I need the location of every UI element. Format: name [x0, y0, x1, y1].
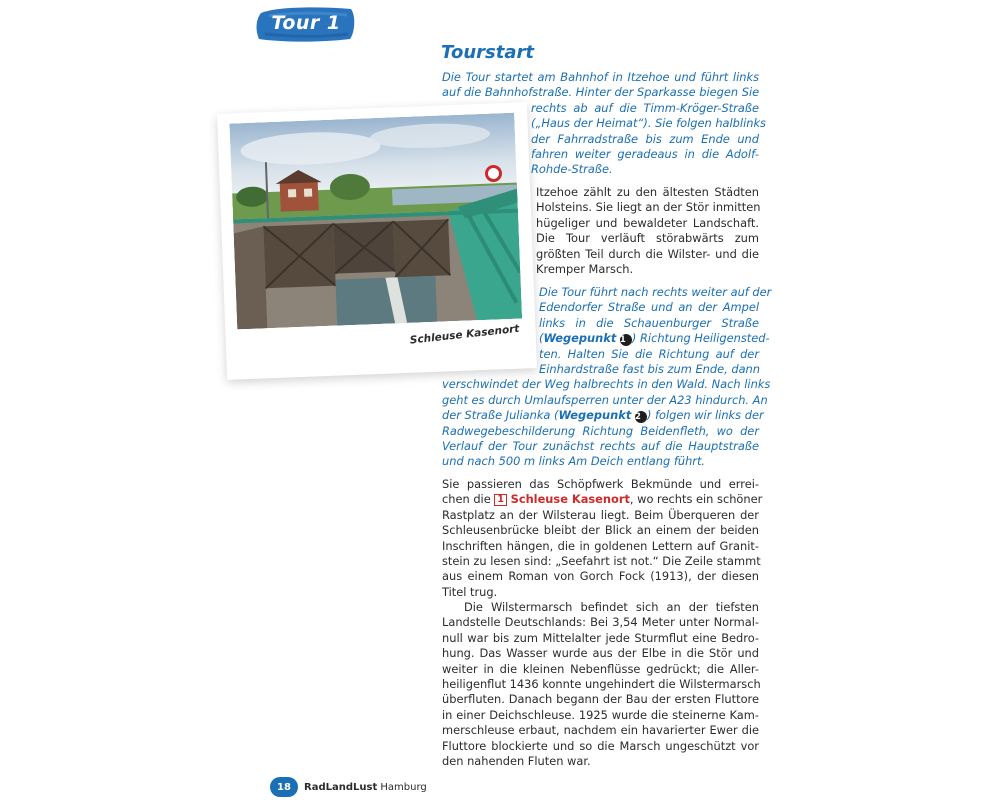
- text-line: ten. Halten Sie die Richtung auf der: [539, 346, 759, 361]
- text-line: Verlauf der Tour zunächst rechts auf die Hauptstraße: [442, 439, 759, 454]
- text-line: in einer Deichschleuse. 1925 wurde die steinerne Kam-: [442, 707, 759, 722]
- text-line: geht es durch Umlaufsperren unter der A23 hindurch. An: [442, 392, 768, 407]
- page-footer: [270, 776, 427, 798]
- text-line: (Wegepunkt 1 ) Richtung Heiligensted-: [539, 331, 770, 346]
- text-line: Kremper Marsch.: [536, 262, 634, 277]
- text-line: chen die 1 Schleuse Kasenort, wo rechts ein schöner: [442, 492, 763, 507]
- photo-frame: [217, 102, 537, 380]
- text-line: weiter in die kleinen Nebenflüsse gedrückt; die Aller-: [442, 661, 759, 676]
- waypoint-label: Wegepunkt: [543, 331, 617, 346]
- section-title: Tourstart: [441, 42, 534, 63]
- text-line: Rastplatz an der Wilsterau liegt. Beim Überqueren der: [442, 507, 759, 522]
- text-line: null war bis zum Mittelalter jede Sturmflut eine Bedro-: [442, 630, 759, 645]
- text-line: Sie passieren das Schöpfwerk Bekmünde und errei-: [442, 477, 759, 491]
- waypoint-label: Wegepunkt: [558, 408, 632, 423]
- poi-1-icon: 1: [494, 494, 507, 506]
- paragraph-route-start: [442, 70, 759, 101]
- text-line: größten Teil durch die Wilster- und die: [536, 246, 759, 261]
- text-line: Einhardstraße fast bis zum Ende, dann: [539, 362, 760, 377]
- text-line: hung. Das Wasser wurde aus der Elbe in die Stör und: [442, 646, 759, 661]
- text-line: merschleuse erbaut, nachdem ein havarierter Ewer die: [442, 723, 759, 738]
- text-line: Die Tour verläuft störabwärts zum: [536, 231, 759, 246]
- text-line: („Haus der Heimat“). Sie folgen halblinks: [531, 116, 766, 131]
- waypoint-1-icon: 1: [620, 334, 632, 346]
- text-line: Landstelle Deutschlands: Bei 3,54 Meter unter Normal-: [442, 615, 759, 630]
- text-line: und nach 500 m links Am Deich entlang führt.: [442, 454, 706, 469]
- text-line: auf die Bahnhofstraße. Hinter der Sparkasse biegen Sie: [442, 85, 760, 100]
- tour-banner: [255, 4, 357, 44]
- text-line: Itzehoe zählt zu den ältesten Städten: [536, 185, 759, 199]
- text-line: Schleusenbrücke bleibt der Blick an einem der beiden: [442, 523, 759, 538]
- text-line: der Straße Julianka (Wegepunkt 2 ) folgen wir links der: [442, 408, 764, 423]
- lock-photo: [229, 113, 522, 330]
- photo-caption: Schleuse Kasenort: [409, 322, 520, 347]
- text-line: aus einem Roman von Gorch Fock (1913), der diesen: [442, 569, 759, 584]
- paragraph-route-forest-wide: [442, 377, 771, 469]
- text-line: stein zu lesen sind: „Seefahrt ist not.“ Die Zeile stammt: [442, 554, 761, 569]
- tour-label: Tour 1: [271, 12, 341, 34]
- text-line: hügeliger und bewaldeter Landschaft.: [536, 215, 759, 230]
- text-line: Edendorfer Straße und an der Ampel: [539, 300, 759, 315]
- text-line: überfluten. Danach begann der Bau der ersten Fluttore: [442, 692, 759, 707]
- text-line: Inschriften hängen, die in goldenen Lettern auf Granit-: [442, 538, 759, 553]
- text-line: Die Tour startet am Bahnhof in Itzehoe und führt links: [442, 70, 759, 84]
- text-line: der Fahrradstraße bis zum Ende und: [531, 131, 759, 146]
- text-line: heiligenflut 1436 konnte ungehindert die Wilstermarsch: [442, 677, 761, 692]
- paragraph-itzehoe: [536, 185, 759, 277]
- paragraph-route-forest: [539, 285, 772, 377]
- text-line: links in die Schauenburger Straße: [539, 315, 759, 330]
- text-line: Holsteins. Sie liegt an der Stör inmitten: [536, 200, 761, 215]
- poi-schleuse-kasenort: Schleuse Kasenort: [510, 492, 630, 507]
- book-title: RadLandLust Hamburg: [304, 781, 427, 793]
- paragraph-wilstermarsch: [442, 600, 759, 769]
- paragraph-route-start-wrap: [531, 100, 766, 178]
- text-line: rechts ab auf die Timm-Kröger-Straße: [531, 100, 759, 115]
- page-number: 18: [270, 777, 298, 797]
- text-line: den nahenden Fluten war.: [442, 754, 591, 769]
- text-line: Fluttore blockierte und so die Marsch ungeschützt vor: [442, 738, 759, 753]
- text-line: Die Wilstermarsch befindet sich an der tiefsten: [464, 600, 759, 614]
- paragraph-schleuse: [442, 477, 763, 600]
- text-line: verschwindet der Weg halbrechts in den Wald. Nach links: [442, 377, 771, 392]
- text-line: Die Tour führt nach rechts weiter auf der: [539, 285, 772, 299]
- text-line: fahren weiter geradeaus in die Adolf-: [531, 147, 759, 162]
- waypoint-2-icon: 2: [635, 411, 647, 423]
- text-line: Radwegebeschilderung Richtung Beidenfleth, wo der: [442, 423, 759, 438]
- text-line: Titel trug.: [442, 584, 498, 599]
- text-line: Rohde-Straße.: [531, 162, 613, 177]
